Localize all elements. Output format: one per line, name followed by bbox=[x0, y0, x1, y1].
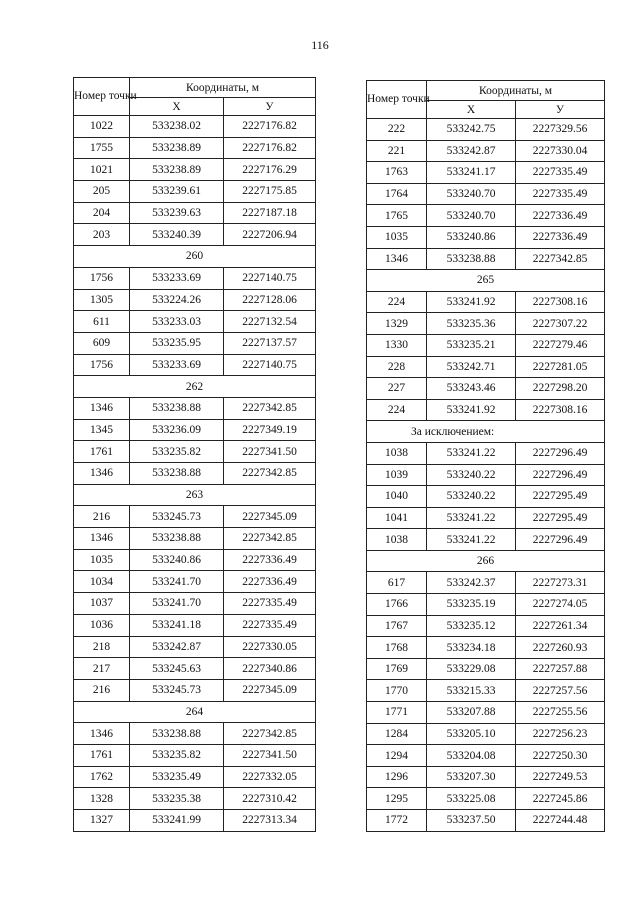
table-row bbox=[74, 419, 316, 441]
x-coordinate-cell: 533238.89 bbox=[130, 137, 224, 159]
point-number-cell: 1761 bbox=[74, 744, 130, 766]
coordinates-table-right bbox=[366, 80, 605, 832]
x-coordinate-cell: 533207.30 bbox=[427, 766, 516, 788]
table-row bbox=[367, 788, 605, 810]
table-row bbox=[367, 226, 605, 248]
x-coordinate-cell: 533239.63 bbox=[130, 202, 224, 224]
y-coordinate-cell: 2227296.49 bbox=[516, 464, 605, 486]
table-row bbox=[74, 614, 316, 636]
point-number-cell: 1040 bbox=[367, 486, 427, 508]
table-row bbox=[367, 745, 605, 767]
table-row bbox=[74, 224, 316, 246]
point-number-cell: 1041 bbox=[367, 507, 427, 529]
point-number-cell: 1284 bbox=[367, 723, 427, 745]
point-number-cell: 1036 bbox=[74, 614, 130, 636]
x-coordinate-cell: 533241.70 bbox=[130, 571, 224, 593]
table-row bbox=[367, 334, 605, 356]
point-number-cell: 1296 bbox=[367, 766, 427, 788]
table-row bbox=[367, 356, 605, 378]
table-row bbox=[367, 615, 605, 637]
table-row bbox=[74, 354, 316, 376]
x-coordinate-cell: 533240.70 bbox=[427, 205, 516, 227]
x-coordinate-cell: 533238.88 bbox=[130, 723, 224, 745]
point-number-cell: 205 bbox=[74, 181, 130, 203]
table-row bbox=[74, 593, 316, 615]
page-number: 116 bbox=[311, 38, 329, 52]
point-number-cell: 1772 bbox=[367, 810, 427, 832]
x-coordinate-cell: 533235.21 bbox=[427, 334, 516, 356]
y-coordinate-cell: 2227336.49 bbox=[516, 226, 605, 248]
point-number-cell: 1294 bbox=[367, 745, 427, 767]
section-row bbox=[74, 701, 316, 723]
point-number-cell: 1038 bbox=[367, 442, 427, 464]
table-row bbox=[74, 463, 316, 485]
y-coordinate-cell: 2227244.48 bbox=[516, 810, 605, 832]
table-row bbox=[367, 183, 605, 205]
point-number-cell: 1346 bbox=[74, 528, 130, 550]
point-number-cell: 224 bbox=[367, 291, 427, 313]
point-number-cell: 1346 bbox=[74, 397, 130, 419]
x-coordinate-cell: 533207.88 bbox=[427, 702, 516, 724]
y-coordinate-cell: 2227175.85 bbox=[224, 181, 316, 203]
table-row bbox=[367, 291, 605, 313]
x-coordinate-cell: 533233.69 bbox=[130, 267, 224, 289]
y-coordinate-cell: 2227137.57 bbox=[224, 332, 316, 354]
point-number-cell: 611 bbox=[74, 311, 130, 333]
point-number-cell: 1295 bbox=[367, 788, 427, 810]
point-number-cell: 221 bbox=[367, 140, 427, 162]
point-number-cell: 1345 bbox=[74, 419, 130, 441]
table-row bbox=[367, 464, 605, 486]
y-coordinate-cell: 2227176.82 bbox=[224, 137, 316, 159]
y-coordinate-cell: 2227308.16 bbox=[516, 291, 605, 313]
x-coordinate-cell: 533245.73 bbox=[130, 679, 224, 701]
point-number-cell: 217 bbox=[74, 658, 130, 680]
y-coordinate-cell: 2227273.31 bbox=[516, 572, 605, 594]
y-coordinate-cell: 2227342.85 bbox=[224, 397, 316, 419]
section-label: 262 bbox=[74, 376, 316, 398]
section-row bbox=[74, 246, 316, 268]
table-row bbox=[74, 181, 316, 203]
x-coordinate-cell: 533241.17 bbox=[427, 162, 516, 184]
x-coordinate-cell: 533235.38 bbox=[130, 788, 224, 810]
x-coordinate-cell: 533241.18 bbox=[130, 614, 224, 636]
point-number-cell: 1764 bbox=[367, 183, 427, 205]
table-row bbox=[74, 137, 316, 159]
y-coordinate-cell: 2227128.06 bbox=[224, 289, 316, 311]
point-number-cell: 203 bbox=[74, 224, 130, 246]
point-number-cell: 216 bbox=[74, 679, 130, 701]
point-number-cell: 1038 bbox=[367, 529, 427, 551]
point-number-cell: 1756 bbox=[74, 267, 130, 289]
x-coordinate-cell: 533242.71 bbox=[427, 356, 516, 378]
y-coordinate-cell: 2227335.49 bbox=[224, 614, 316, 636]
section-label: 260 bbox=[74, 246, 316, 268]
y-coordinate-cell: 2227140.75 bbox=[224, 354, 316, 376]
x-coordinate-cell: 533245.63 bbox=[130, 658, 224, 680]
table-row bbox=[74, 636, 316, 658]
y-coordinate-cell: 2227330.05 bbox=[224, 636, 316, 658]
point-number-cell: 1755 bbox=[74, 137, 130, 159]
point-number-header: Номер точки bbox=[367, 81, 427, 119]
point-number-cell: 1039 bbox=[367, 464, 427, 486]
point-number-cell: 1771 bbox=[367, 702, 427, 724]
table-row bbox=[367, 442, 605, 464]
table-row bbox=[367, 205, 605, 227]
x-coordinate-cell: 533235.82 bbox=[130, 744, 224, 766]
section-label: 266 bbox=[367, 550, 605, 572]
table-row bbox=[367, 162, 605, 184]
y-coordinate-cell: 2227335.49 bbox=[224, 593, 316, 615]
table-row bbox=[367, 637, 605, 659]
point-number-cell: 222 bbox=[367, 119, 427, 141]
section-row bbox=[74, 484, 316, 506]
point-number-cell: 1763 bbox=[367, 162, 427, 184]
table-row bbox=[367, 572, 605, 594]
table-row bbox=[367, 723, 605, 745]
section-row bbox=[74, 376, 316, 398]
point-number-cell: 1035 bbox=[367, 226, 427, 248]
table-row bbox=[367, 313, 605, 335]
coordinates-header: Координаты, м bbox=[427, 81, 605, 101]
table-body-left bbox=[74, 116, 316, 832]
y-coordinate-cell: 2227340.86 bbox=[224, 658, 316, 680]
point-number-cell: 1328 bbox=[74, 788, 130, 810]
x-coordinate-cell: 533241.92 bbox=[427, 291, 516, 313]
table-row bbox=[74, 744, 316, 766]
table-row bbox=[74, 766, 316, 788]
y-coordinate-cell: 2227132.54 bbox=[224, 311, 316, 333]
point-number-cell: 1767 bbox=[367, 615, 427, 637]
y-coordinate-cell: 2227308.16 bbox=[516, 399, 605, 421]
y-coordinate-cell: 2227342.85 bbox=[224, 528, 316, 550]
x-coordinate-cell: 533242.87 bbox=[130, 636, 224, 658]
x-coordinate-cell: 533240.39 bbox=[130, 224, 224, 246]
table-row bbox=[367, 658, 605, 680]
table-row bbox=[74, 289, 316, 311]
point-number-cell: 1762 bbox=[74, 766, 130, 788]
y-coordinate-cell: 2227310.42 bbox=[224, 788, 316, 810]
y-coordinate-cell: 2227342.85 bbox=[224, 463, 316, 485]
point-number-cell: 1346 bbox=[367, 248, 427, 270]
y-coordinate-cell: 2227274.05 bbox=[516, 594, 605, 616]
point-number-cell: 1346 bbox=[74, 723, 130, 745]
point-number-cell: 1305 bbox=[74, 289, 130, 311]
y-coordinate-cell: 2227336.49 bbox=[516, 205, 605, 227]
y-coordinate-cell: 2227257.56 bbox=[516, 680, 605, 702]
x-coordinate-cell: 533238.88 bbox=[130, 463, 224, 485]
x-coordinate-cell: 533238.88 bbox=[427, 248, 516, 270]
x-coordinate-cell: 533240.86 bbox=[130, 549, 224, 571]
y-coordinate-cell: 2227329.56 bbox=[516, 119, 605, 141]
x-coordinate-cell: 533240.70 bbox=[427, 183, 516, 205]
x-coordinate-cell: 533234.18 bbox=[427, 637, 516, 659]
x-coordinate-cell: 533240.22 bbox=[427, 464, 516, 486]
table-row bbox=[74, 441, 316, 463]
y-coordinate-cell: 2227206.94 bbox=[224, 224, 316, 246]
x-coordinate-cell: 533241.22 bbox=[427, 529, 516, 551]
point-number-cell: 1756 bbox=[74, 354, 130, 376]
y-coordinate-cell: 2227255.56 bbox=[516, 702, 605, 724]
table-row bbox=[367, 810, 605, 832]
x-coordinate-cell: 533238.88 bbox=[130, 397, 224, 419]
y-coordinate-cell: 2227296.49 bbox=[516, 442, 605, 464]
point-number-cell: 1329 bbox=[367, 313, 427, 335]
point-number-cell: 227 bbox=[367, 378, 427, 400]
x-coordinate-cell: 533239.61 bbox=[130, 181, 224, 203]
table-row bbox=[74, 810, 316, 832]
table-row bbox=[74, 679, 316, 701]
coordinates-table-left bbox=[73, 77, 316, 832]
coordinates-header: Координаты, м bbox=[130, 78, 316, 98]
x-coordinate-cell: 533241.22 bbox=[427, 507, 516, 529]
y-coordinate-cell: 2227279.46 bbox=[516, 334, 605, 356]
y-header: У bbox=[224, 98, 316, 116]
table-row bbox=[367, 594, 605, 616]
y-coordinate-cell: 2227176.82 bbox=[224, 116, 316, 138]
x-coordinate-cell: 533236.09 bbox=[130, 419, 224, 441]
y-coordinate-cell: 2227330.04 bbox=[516, 140, 605, 162]
y-coordinate-cell: 2227260.93 bbox=[516, 637, 605, 659]
table-row bbox=[74, 397, 316, 419]
table-row bbox=[74, 506, 316, 528]
y-coordinate-cell: 2227176.29 bbox=[224, 159, 316, 181]
y-coordinate-cell: 2227261.34 bbox=[516, 615, 605, 637]
x-coordinate-cell: 533238.02 bbox=[130, 116, 224, 138]
point-number-cell: 1761 bbox=[74, 441, 130, 463]
point-number-cell: 1769 bbox=[367, 658, 427, 680]
y-coordinate-cell: 2227187.18 bbox=[224, 202, 316, 224]
table-row bbox=[367, 680, 605, 702]
section-label: 263 bbox=[74, 484, 316, 506]
y-coordinate-cell: 2227345.09 bbox=[224, 679, 316, 701]
y-coordinate-cell: 2227341.50 bbox=[224, 744, 316, 766]
section-label: 264 bbox=[74, 701, 316, 723]
x-coordinate-cell: 533235.12 bbox=[427, 615, 516, 637]
table-row bbox=[367, 399, 605, 421]
y-coordinate-cell: 2227332.05 bbox=[224, 766, 316, 788]
y-coordinate-cell: 2227296.49 bbox=[516, 529, 605, 551]
exclusion-row bbox=[367, 421, 605, 443]
section-row bbox=[367, 550, 605, 572]
y-coordinate-cell: 2227335.49 bbox=[516, 162, 605, 184]
point-number-cell: 1327 bbox=[74, 810, 130, 832]
x-coordinate-cell: 533235.19 bbox=[427, 594, 516, 616]
x-coordinate-cell: 533204.08 bbox=[427, 745, 516, 767]
y-coordinate-cell: 2227295.49 bbox=[516, 486, 605, 508]
y-coordinate-cell: 2227295.49 bbox=[516, 507, 605, 529]
point-number-cell: 216 bbox=[74, 506, 130, 528]
table-row bbox=[74, 267, 316, 289]
table-row bbox=[74, 571, 316, 593]
y-coordinate-cell: 2227341.50 bbox=[224, 441, 316, 463]
y-coordinate-cell: 2227335.49 bbox=[516, 183, 605, 205]
x-coordinate-cell: 533235.36 bbox=[427, 313, 516, 335]
table-row bbox=[367, 248, 605, 270]
y-coordinate-cell: 2227250.30 bbox=[516, 745, 605, 767]
point-number-cell: 1346 bbox=[74, 463, 130, 485]
x-coordinate-cell: 533224.26 bbox=[130, 289, 224, 311]
point-number-cell: 1034 bbox=[74, 571, 130, 593]
table-row bbox=[367, 119, 605, 141]
x-coordinate-cell: 533242.75 bbox=[427, 119, 516, 141]
y-coordinate-cell: 2227140.75 bbox=[224, 267, 316, 289]
x-coordinate-cell: 533235.49 bbox=[130, 766, 224, 788]
x-coordinate-cell: 533243.46 bbox=[427, 378, 516, 400]
table-row bbox=[74, 116, 316, 138]
table-row bbox=[74, 788, 316, 810]
x-coordinate-cell: 533240.86 bbox=[427, 226, 516, 248]
table-row bbox=[367, 378, 605, 400]
x-coordinate-cell: 533215.33 bbox=[427, 680, 516, 702]
point-number-cell: 1330 bbox=[367, 334, 427, 356]
table-row bbox=[74, 549, 316, 571]
table-row bbox=[74, 311, 316, 333]
table-row bbox=[367, 507, 605, 529]
point-number-cell: 1765 bbox=[367, 205, 427, 227]
table-row bbox=[74, 202, 316, 224]
x-coordinate-cell: 533240.22 bbox=[427, 486, 516, 508]
x-coordinate-cell: 533241.99 bbox=[130, 810, 224, 832]
point-number-cell: 1768 bbox=[367, 637, 427, 659]
x-coordinate-cell: 533245.73 bbox=[130, 506, 224, 528]
x-header: X bbox=[130, 98, 224, 116]
y-coordinate-cell: 2227313.34 bbox=[224, 810, 316, 832]
x-coordinate-cell: 533237.50 bbox=[427, 810, 516, 832]
point-number-cell: 1037 bbox=[74, 593, 130, 615]
section-row bbox=[367, 270, 605, 292]
point-number-cell: 1035 bbox=[74, 549, 130, 571]
x-coordinate-cell: 533235.95 bbox=[130, 332, 224, 354]
table-row bbox=[74, 332, 316, 354]
x-coordinate-cell: 533238.88 bbox=[130, 528, 224, 550]
y-coordinate-cell: 2227336.49 bbox=[224, 571, 316, 593]
point-number-cell: 204 bbox=[74, 202, 130, 224]
section-label: 265 bbox=[367, 270, 605, 292]
x-coordinate-cell: 533241.92 bbox=[427, 399, 516, 421]
x-coordinate-cell: 533241.22 bbox=[427, 442, 516, 464]
point-number-cell: 218 bbox=[74, 636, 130, 658]
y-coordinate-cell: 2227256.23 bbox=[516, 723, 605, 745]
exclusion-label: За исключением: bbox=[367, 421, 605, 443]
y-coordinate-cell: 2227336.49 bbox=[224, 549, 316, 571]
point-number-cell: 609 bbox=[74, 332, 130, 354]
x-coordinate-cell: 533229.08 bbox=[427, 658, 516, 680]
y-coordinate-cell: 2227342.85 bbox=[516, 248, 605, 270]
table-row bbox=[74, 159, 316, 181]
y-coordinate-cell: 2227245.86 bbox=[516, 788, 605, 810]
y-coordinate-cell: 2227342.85 bbox=[224, 723, 316, 745]
y-coordinate-cell: 2227281.05 bbox=[516, 356, 605, 378]
point-number-cell: 228 bbox=[367, 356, 427, 378]
x-coordinate-cell: 533233.03 bbox=[130, 311, 224, 333]
point-number-cell: 1770 bbox=[367, 680, 427, 702]
x-coordinate-cell: 533238.89 bbox=[130, 159, 224, 181]
y-coordinate-cell: 2227298.20 bbox=[516, 378, 605, 400]
x-coordinate-cell: 533235.82 bbox=[130, 441, 224, 463]
table-row bbox=[367, 702, 605, 724]
x-coordinate-cell: 533205.10 bbox=[427, 723, 516, 745]
table-row bbox=[367, 140, 605, 162]
x-coordinate-cell: 533241.70 bbox=[130, 593, 224, 615]
point-number-header: Номер точки bbox=[74, 78, 130, 116]
x-coordinate-cell: 533225.08 bbox=[427, 788, 516, 810]
y-coordinate-cell: 2227345.09 bbox=[224, 506, 316, 528]
x-coordinate-cell: 533233.69 bbox=[130, 354, 224, 376]
table-row bbox=[367, 529, 605, 551]
table-row bbox=[74, 528, 316, 550]
table-row bbox=[367, 486, 605, 508]
point-number-cell: 1022 bbox=[74, 116, 130, 138]
table-row bbox=[74, 723, 316, 745]
y-coordinate-cell: 2227257.88 bbox=[516, 658, 605, 680]
x-coordinate-cell: 533242.87 bbox=[427, 140, 516, 162]
table-row bbox=[367, 766, 605, 788]
point-number-cell: 1021 bbox=[74, 159, 130, 181]
y-coordinate-cell: 2227307.22 bbox=[516, 313, 605, 335]
x-header: X bbox=[427, 101, 516, 119]
x-coordinate-cell: 533242.37 bbox=[427, 572, 516, 594]
point-number-cell: 1766 bbox=[367, 594, 427, 616]
point-number-cell: 224 bbox=[367, 399, 427, 421]
y-header: У bbox=[516, 101, 605, 119]
point-number-cell: 617 bbox=[367, 572, 427, 594]
y-coordinate-cell: 2227249.53 bbox=[516, 766, 605, 788]
table-body-right bbox=[367, 119, 605, 832]
table-row bbox=[74, 658, 316, 680]
y-coordinate-cell: 2227349.19 bbox=[224, 419, 316, 441]
